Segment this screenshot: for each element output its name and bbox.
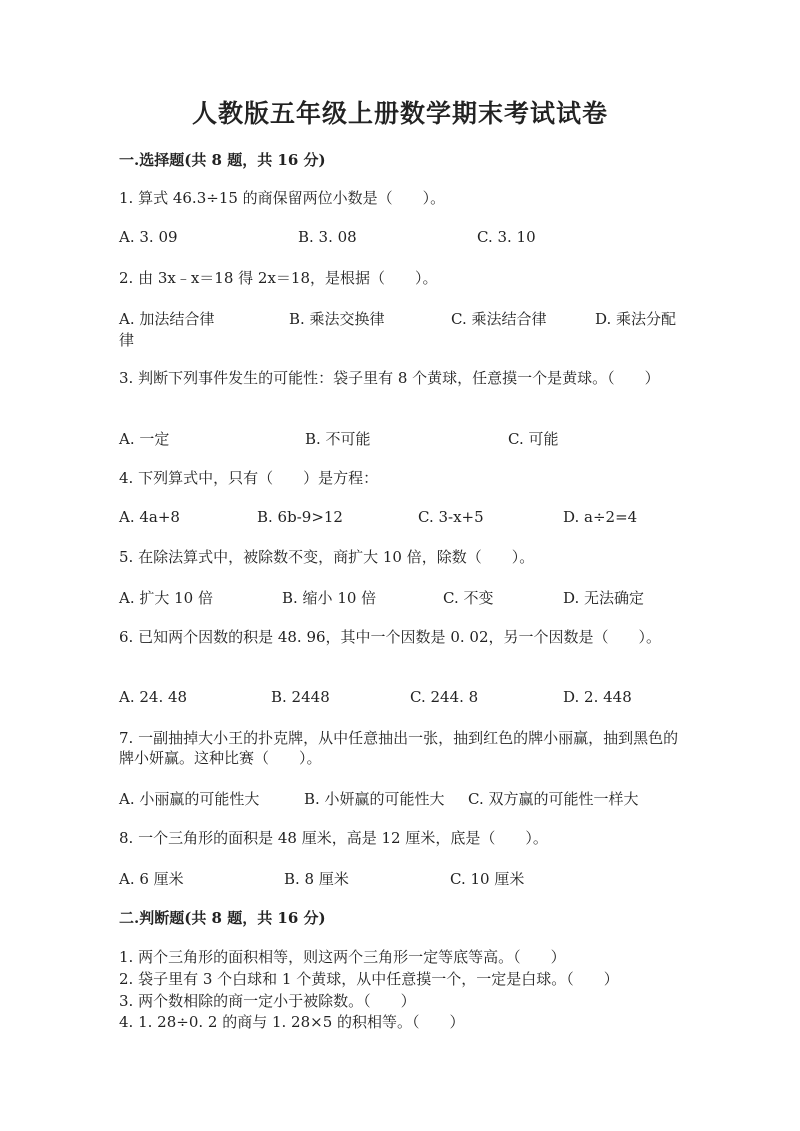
- option-a: A. 小丽赢的可能性大: [119, 790, 260, 808]
- question-6: 6. 已知两个因数的积是 48. 96，其中一个因数是 0. 02，另一个因数是（ ）。: [119, 628, 661, 646]
- option-c: C. 乘法结合律: [451, 310, 547, 328]
- judgement-item-3: 3. 两个数相除的商一定小于被除数。（ ）: [119, 992, 416, 1010]
- option-a: A. 24. 48: [119, 688, 188, 706]
- option-a: A. 3. 09: [119, 228, 178, 246]
- options-4: [0, 508, 800, 530]
- option-d: D. 无法确定: [563, 589, 645, 607]
- question-1: 1. 算式 46.3÷15 的商保留两位小数是（ ）。: [119, 189, 446, 207]
- option-a: A. 4a+8: [119, 508, 180, 526]
- option-d: D. a÷2=4: [563, 508, 638, 526]
- page-title: 人教版五年级上册数学期末考试试卷: [191, 99, 608, 128]
- judgement-item-1: 1. 两个三角形的面积相等，则这两个三角形一定等底等高。（ ）: [119, 948, 566, 966]
- option-c: C. 10 厘米: [450, 870, 525, 888]
- judgement-item-4: 4. 1. 28÷0. 2 的商与 1. 28×5 的积相等。（ ）: [119, 1013, 465, 1031]
- option-c: C. 不变: [443, 589, 494, 607]
- section-heading-choice: 一.选择题(共 8 题，共 16 分): [119, 151, 326, 169]
- options-7: [0, 788, 800, 810]
- option-b: B. 8 厘米: [284, 870, 349, 888]
- option-a: A. 一定: [119, 430, 170, 448]
- section-heading-judgement: 二.判断题(共 8 题，共 16 分): [119, 909, 326, 927]
- option-b: B. 6b-9>12: [257, 508, 343, 526]
- option-a: A. 扩大 10 倍: [119, 589, 213, 607]
- option-a: A. 加法结合律: [119, 310, 215, 328]
- option-b: B. 3. 08: [298, 228, 357, 246]
- question-7: 7. 一副抽掉大小王的扑克牌，从中任意抽出一张，抽到红色的牌小丽赢，抽到黑色的牌小妍赢。这种比赛（ ）。: [119, 729, 679, 767]
- options-5: [0, 587, 800, 609]
- option-d: D. 2. 448: [563, 688, 632, 706]
- option-b: B. 缩小 10 倍: [282, 589, 377, 607]
- options-1: [0, 228, 800, 250]
- options-2: [0, 308, 800, 330]
- option-c: C. 244. 8: [410, 688, 479, 706]
- options-6: [0, 688, 800, 710]
- option-c: C. 3. 10: [477, 228, 536, 246]
- judgement-item-2: 2. 袋子里有 3 个白球和 1 个黄球，从中任意摸一个，一定是白球。（ ）: [119, 970, 619, 988]
- option-wrap-continuation: 律: [119, 331, 135, 349]
- option-c: C. 双方赢的可能性一样大: [468, 790, 639, 808]
- option-b: B. 乘法交换律: [289, 310, 385, 328]
- option-b: B. 2448: [271, 688, 330, 706]
- option-c: C. 3-x+5: [418, 508, 484, 526]
- option-a: A. 6 厘米: [119, 870, 184, 888]
- question-8: 8. 一个三角形的面积是 48 厘米，高是 12 厘米，底是（ ）。: [119, 829, 548, 847]
- options-3: [0, 428, 800, 450]
- option-b: B. 不可能: [305, 430, 371, 448]
- option-d: D. 乘法分配: [595, 310, 677, 328]
- question-5: 5. 在除法算式中，被除数不变，商扩大 10 倍，除数（ ）。: [119, 548, 535, 566]
- option-b: B. 小妍赢的可能性大: [304, 790, 445, 808]
- question-3: 3. 判断下列事件发生的可能性：袋子里有 8 个黄球，任意摸一个是黄球。（ ）: [119, 369, 660, 387]
- option-c: C. 可能: [508, 430, 559, 448]
- question-2: 2. 由 3x﹣x＝18 得 2x＝18，是根据（ ）。: [119, 269, 438, 287]
- question-4: 4. 下列算式中，只有（ ）是方程：: [119, 469, 379, 487]
- options-8: [0, 868, 800, 890]
